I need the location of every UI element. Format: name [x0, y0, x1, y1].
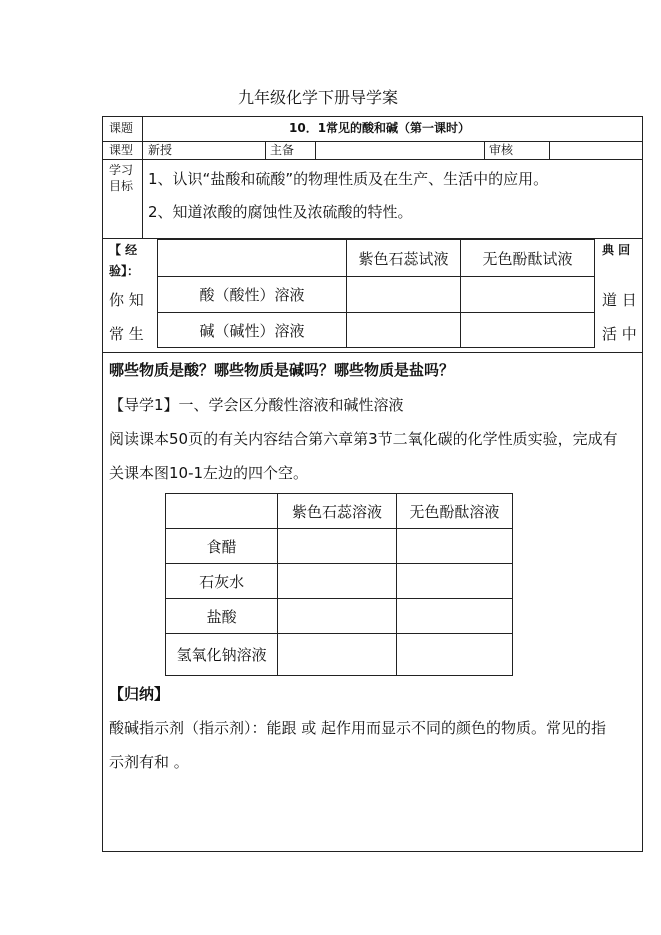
table-header-cell: 紫色石蕊溶液 [278, 494, 396, 529]
table-row-label: 石灰水 [166, 564, 278, 599]
table-cell[interactable] [278, 599, 396, 634]
table-cell[interactable] [278, 529, 396, 564]
experience-label: 你 知 [109, 291, 144, 309]
guide1-title: 【导学1】一、学会区分酸性溶液和碱性溶液 [109, 396, 404, 414]
table-row-label: 盐酸 [166, 599, 278, 634]
table-header-cell: 紫色石蕊试液 [347, 240, 461, 277]
goals-label: 学习 [109, 163, 134, 177]
cell-divider [265, 141, 266, 159]
summary-text: 示剂有和 。 [109, 753, 189, 771]
frame-top [102, 116, 643, 117]
table-cell[interactable] [347, 277, 461, 313]
summary-title: 【归纳】 [109, 685, 170, 703]
table-header-cell: 无色酚酞试液 [461, 240, 595, 277]
row-divider [102, 352, 643, 353]
table-cell[interactable] [347, 313, 461, 348]
frame-bottom [102, 851, 643, 852]
table-cell[interactable] [461, 277, 595, 313]
experience-table [157, 239, 595, 348]
table-row-label: 食醋 [166, 529, 278, 564]
table-row-label: 碱（碱性）溶液 [158, 313, 347, 348]
experience-label: 道 日 [602, 291, 637, 309]
reading-text: 阅读课本50页的有关内容结合第六章第3节二氧化碳的化学性质实验，完成有 [109, 430, 618, 448]
table-cell[interactable] [396, 564, 512, 599]
topic-value: 10．1常见的酸和碱（第一课时） [289, 121, 471, 135]
cell-divider [315, 141, 316, 159]
summary-text: 酸碱指示剂（指示剂）：能跟 或 起作用而显示不同的颜色的物质。常见的指 [109, 719, 607, 737]
table-header-cell [166, 494, 278, 529]
table-header-cell [158, 240, 347, 277]
label-column-divider [142, 116, 143, 238]
topic-label: 课题 [109, 121, 134, 135]
goals-label: 目标 [109, 179, 134, 193]
experience-label: 【 经 [109, 243, 138, 257]
frame-left [102, 116, 103, 852]
experience-label: 活 中 [602, 325, 637, 343]
table-row-label: 酸（酸性）溶液 [158, 277, 347, 313]
experience-label: 常 生 [109, 325, 144, 343]
experience-label: 典 回 [602, 243, 631, 257]
question-text: 哪些物质是酸？哪些物质是碱吗？哪些物质是盐吗？ [109, 361, 455, 379]
table-row-label: 氢氧化钠溶液 [166, 634, 278, 676]
row-divider [102, 141, 643, 142]
frame-right [642, 116, 643, 852]
page-title: 九年级化学下册导学案 [238, 88, 399, 107]
table-cell[interactable] [396, 529, 512, 564]
table-cell[interactable] [461, 313, 595, 348]
type-label: 课型 [109, 143, 134, 157]
table-header-cell: 无色酚酞溶液 [396, 494, 512, 529]
cell-divider [549, 141, 550, 159]
goal-item: 1、认识“盐酸和硫酸”的物理性质及在生产、生活中的应用。 [148, 170, 549, 188]
indicator-table [165, 493, 513, 676]
table-cell[interactable] [396, 599, 512, 634]
cell-divider [484, 141, 485, 159]
experience-label: 验】： [109, 264, 140, 278]
goal-item: 2、知道浓酸的腐蚀性及浓硫酸的特性。 [148, 203, 413, 221]
table-cell[interactable] [278, 634, 396, 676]
row-divider [102, 159, 643, 160]
table-cell[interactable] [278, 564, 396, 599]
lead-label: 主备 [270, 143, 295, 157]
type-value: 新授 [148, 143, 173, 157]
reading-text: 关课本图10-1左边的四个空。 [109, 464, 309, 482]
review-label: 审核 [489, 143, 514, 157]
table-cell[interactable] [396, 634, 512, 676]
